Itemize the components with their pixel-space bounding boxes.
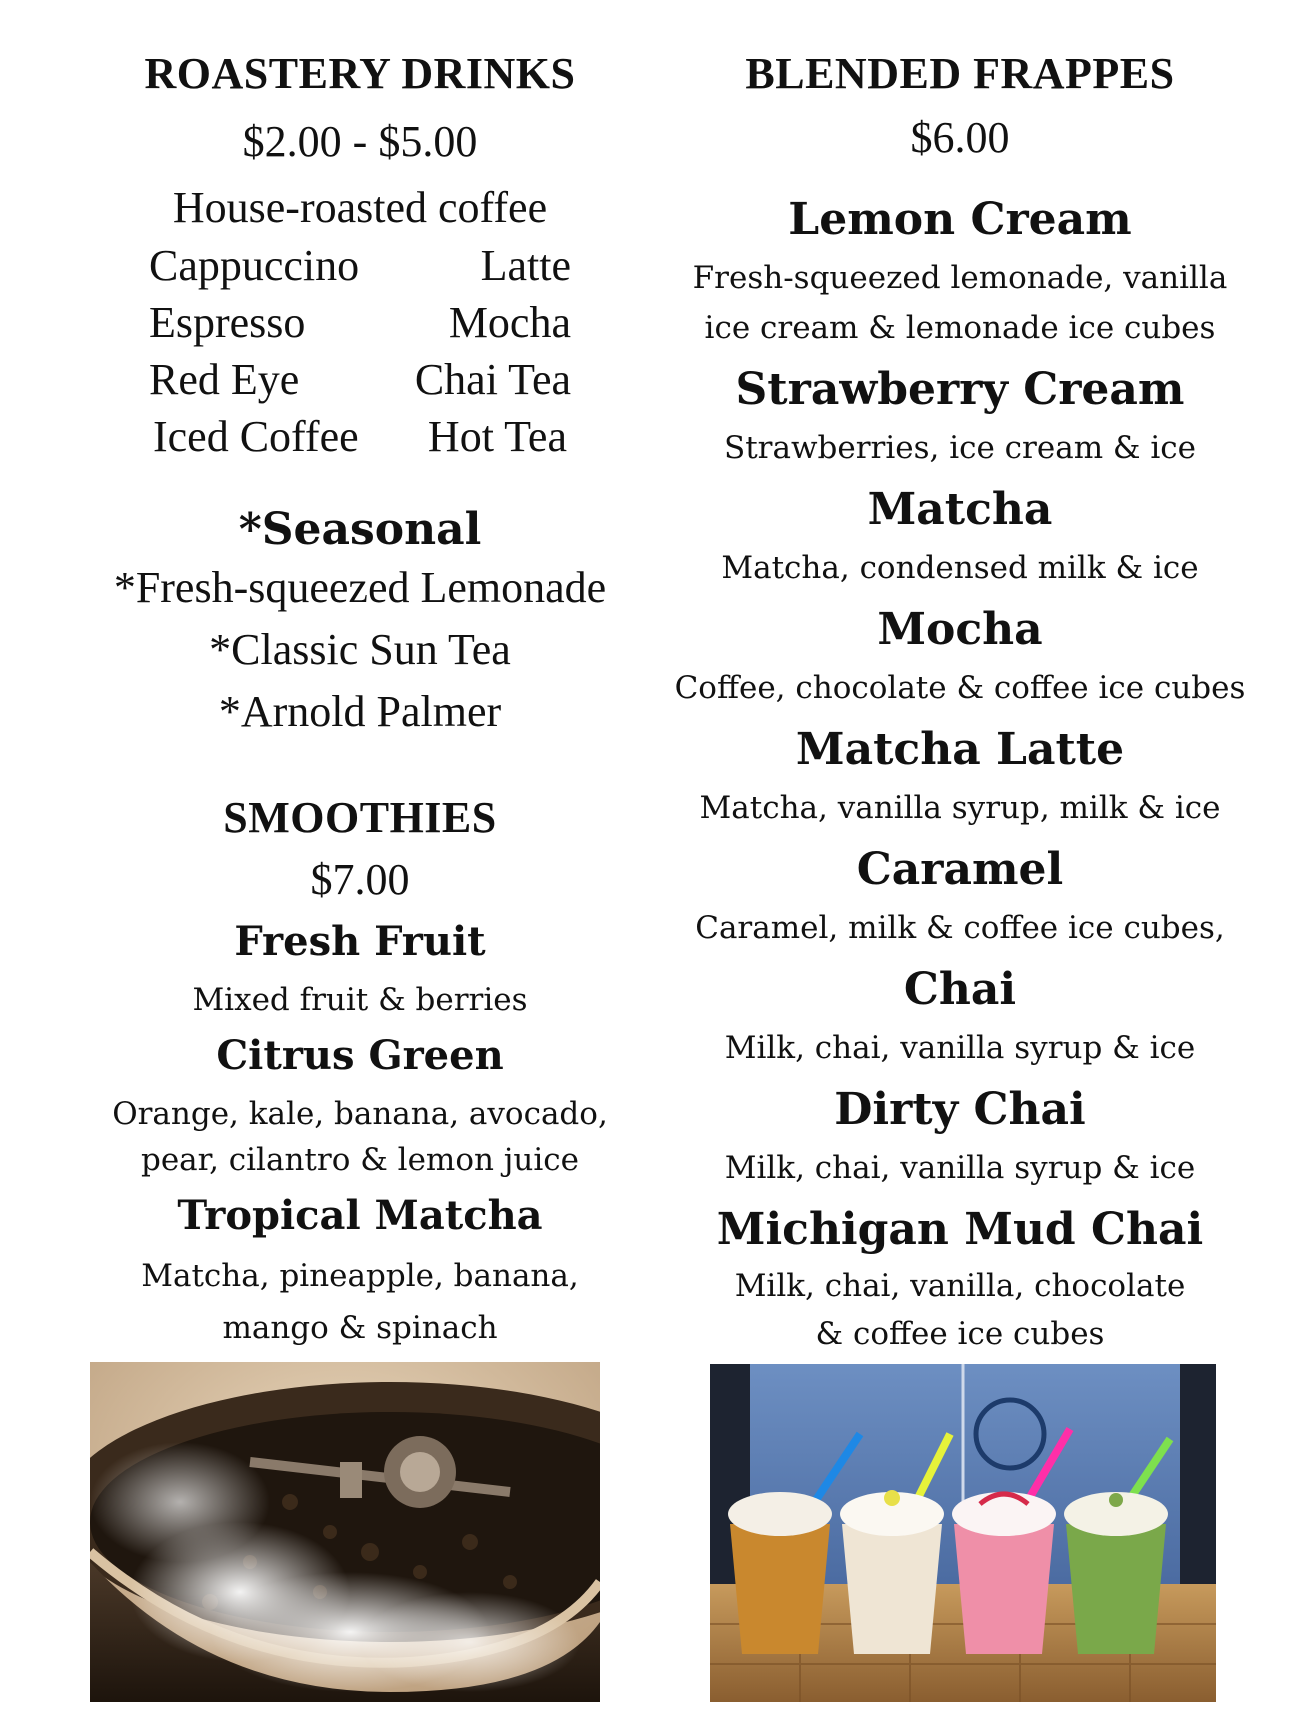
- drink-row: [40, 297, 680, 348]
- smoothie-desc: Orange, kale, banana, avocado,: [112, 1096, 608, 1132]
- frappe-desc: Matcha, condensed milk & ice: [721, 550, 1199, 586]
- frappes-heading: BLENDED FRAPPES: [745, 49, 1175, 98]
- frappe-name: Chai: [903, 964, 1017, 1015]
- smoothies-heading: SMOOTHIES: [223, 793, 497, 842]
- frappe-name: Strawberry Cream: [735, 364, 1185, 415]
- frappe-name: Lemon Cream: [788, 194, 1132, 245]
- seasonal-item: *Classic Sun Tea: [209, 625, 511, 674]
- seasonal-item: *Arnold Palmer: [218, 687, 502, 736]
- frappe-desc: Fresh-squeezed lemonade, vanilla: [692, 260, 1228, 296]
- smoothie-desc: mango & spinach: [222, 1310, 498, 1346]
- frappe-name: Caramel: [856, 844, 1064, 895]
- drink-row: [40, 411, 680, 462]
- drink-row: [40, 240, 680, 291]
- smoothie-name: Tropical Matcha: [177, 1192, 543, 1239]
- frappe-name: Matcha Latte: [795, 724, 1125, 775]
- coffee-roaster-photo: [90, 1362, 600, 1702]
- drink-item: Hot Tea: [427, 412, 567, 461]
- seasonal-heading: *Seasonal: [238, 504, 482, 555]
- frappes-price: $6.00: [910, 113, 1010, 162]
- drink-item: Latte: [480, 241, 571, 290]
- frappe-name: Dirty Chai: [834, 1084, 1086, 1135]
- drink-row: [40, 354, 680, 405]
- drink-item: Cappuccino: [149, 241, 360, 290]
- frappe-desc: Matcha, vanilla syrup, milk & ice: [699, 790, 1221, 826]
- smoothies-price: $7.00: [310, 855, 410, 904]
- drink-item: Red Eye: [149, 355, 300, 404]
- smoothie-name: Fresh Fruit: [234, 918, 486, 965]
- drink-item: Espresso: [149, 298, 306, 347]
- roastery-price: $2.00 - $5.00: [242, 117, 478, 166]
- frappe-desc: Milk, chai, vanilla syrup & ice: [724, 1030, 1196, 1066]
- seasonal-item: *Fresh-squeezed Lemonade: [113, 563, 607, 612]
- frappe-name: Mocha: [877, 604, 1043, 655]
- frappe-name: Matcha: [867, 484, 1053, 535]
- drink-item: Chai Tea: [414, 355, 571, 404]
- smoothie-name: Citrus Green: [216, 1032, 504, 1079]
- frappe-desc: Milk, chai, vanilla syrup & ice: [724, 1150, 1196, 1186]
- smoothie-desc: Mixed fruit & berries: [192, 982, 528, 1018]
- roastery-heading: ROASTERY DRINKS: [144, 49, 576, 98]
- frappe-cups-image: [710, 1364, 1216, 1702]
- frappe-cups-photo: [710, 1364, 1216, 1702]
- drink-house-coffee: House-roasted coffee: [172, 183, 548, 232]
- frappe-desc: & coffee ice cubes: [815, 1316, 1105, 1352]
- frappe-name: Michigan Mud Chai: [716, 1204, 1204, 1255]
- coffee-roaster-image: [90, 1362, 600, 1702]
- frappe-desc: ice cream & lemonade ice cubes: [704, 310, 1216, 346]
- smoothie-desc: pear, cilantro & lemon juice: [140, 1142, 579, 1178]
- drink-item: Mocha: [448, 298, 571, 347]
- drink-item: Iced Coffee: [153, 412, 359, 461]
- frappe-desc: Milk, chai, vanilla, chocolate: [734, 1268, 1186, 1304]
- frappe-desc: Coffee, chocolate & coffee ice cubes: [674, 670, 1246, 706]
- smoothie-desc: Matcha, pineapple, banana,: [141, 1258, 579, 1294]
- frappe-desc: Caramel, milk & coffee ice cubes,: [695, 910, 1225, 946]
- frappe-desc: Strawberries, ice cream & ice: [723, 430, 1197, 466]
